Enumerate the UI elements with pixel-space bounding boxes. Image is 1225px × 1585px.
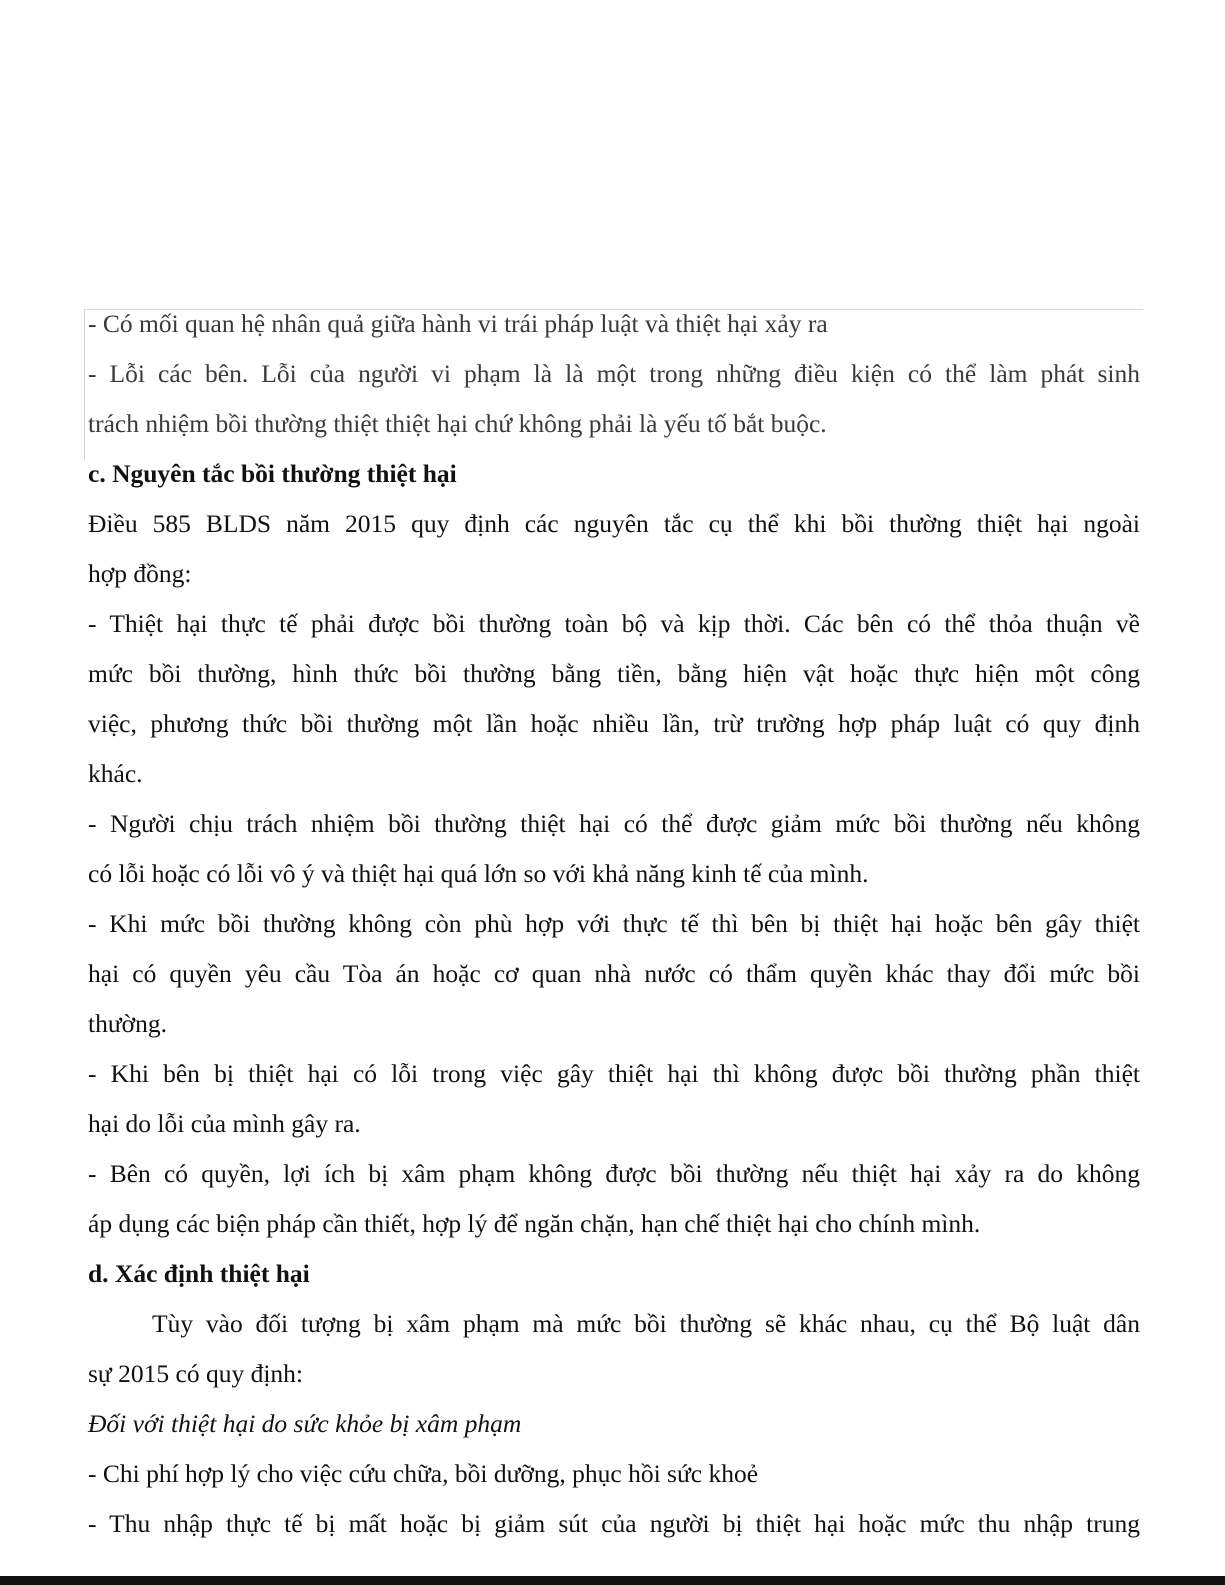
paragraph-damage-line-1: Tùy vào đối tượng bị xâm phạm mà mức bồi thường sẽ khác nhau, cụ thể Bộ luật dân bbox=[152, 1309, 1140, 1338]
principle-5-line-1: - Bên có quyền, lợi ích bị xâm phạm không được bồi thường nếu thiệt hại xảy ra do không bbox=[88, 1159, 1140, 1188]
section-heading-c: c. Nguyên tắc bồi thường thiệt hại bbox=[88, 459, 457, 488]
principle-3-line-3: thường. bbox=[88, 1009, 168, 1038]
principle-3-line-2: hại có quyền yêu cầu Tòa án hoặc cơ quan nhà nước có thẩm quyền khác thay đổi mức bồi bbox=[88, 959, 1140, 988]
principle-3-line-1: - Khi mức bồi thường không còn phù hợp với thực tế thì bên bị thiệt hại hoặc bên gây thiệt bbox=[88, 909, 1140, 938]
principle-1-line-3: việc, phương thức bồi thường một lần hoặc nhiều lần, trừ trường hợp pháp luật có quy định bbox=[88, 709, 1140, 738]
bullet-causal-link: - Có mối quan hệ nhân quả giữa hành vi trái pháp luật và thiệt hại xảy ra bbox=[88, 309, 828, 338]
section-heading-d: d. Xác định thiệt hại bbox=[88, 1259, 310, 1288]
principle-4-line-1: - Khi bên bị thiệt hại có lỗi trong việc gây thiệt hại thì không được bồi thường phần thiệt bbox=[88, 1059, 1140, 1088]
paragraph-article-585-line-1: Điều 585 BLDS năm 2015 quy định các nguyên tắc cụ thể khi bồi thường thiệt hại ngoài bbox=[88, 509, 1140, 538]
principle-2-line-1: - Người chịu trách nhiệm bồi thường thiệt hại có thể được giảm mức bồi thường nếu không bbox=[88, 809, 1140, 838]
bullet-fault-line-1: - Lỗi các bên. Lỗi của người vi phạm là là một trong những điều kiện có thể làm phát sinh bbox=[88, 359, 1140, 388]
bullet-fault-line-2: trách nhiệm bồi thường thiệt thiệt hại chứ không phải là yếu tố bắt buộc. bbox=[88, 409, 827, 438]
subheading-health-damage: Đối với thiệt hại do sức khỏe bị xâm phạm bbox=[88, 1409, 522, 1438]
page-bottom-edge bbox=[0, 1576, 1225, 1585]
principle-1-line-4: khác. bbox=[88, 759, 143, 788]
health-item-2-line-1: - Thu nhập thực tế bị mất hoặc bị giảm sút của người bị thiệt hại hoặc mức thu nhập trung bbox=[88, 1509, 1140, 1538]
principle-2-line-2: có lỗi hoặc có lỗi vô ý và thiệt hại quá lớn so với khả năng kinh tế của mình. bbox=[88, 859, 869, 888]
health-item-1: - Chi phí hợp lý cho việc cứu chữa, bồi dưỡng, phục hồi sức khoẻ bbox=[88, 1459, 759, 1488]
principle-4-line-2: hại do lỗi của mình gây ra. bbox=[88, 1109, 361, 1138]
principle-5-line-2: áp dụng các biện pháp cần thiết, hợp lý để ngăn chặn, hạn chế thiệt hại cho chính mình. bbox=[88, 1209, 981, 1238]
paragraph-article-585-line-2: hợp đồng: bbox=[88, 559, 192, 588]
principle-1-line-1: - Thiệt hại thực tế phải được bồi thường toàn bộ và kịp thời. Các bên có thể thỏa thuận về bbox=[88, 609, 1140, 638]
paragraph-damage-line-2: sự 2015 có quy định: bbox=[88, 1359, 303, 1388]
principle-1-line-2: mức bồi thường, hình thức bồi thường bằng tiền, bằng hiện vật hoặc thực hiện một công bbox=[88, 659, 1140, 688]
